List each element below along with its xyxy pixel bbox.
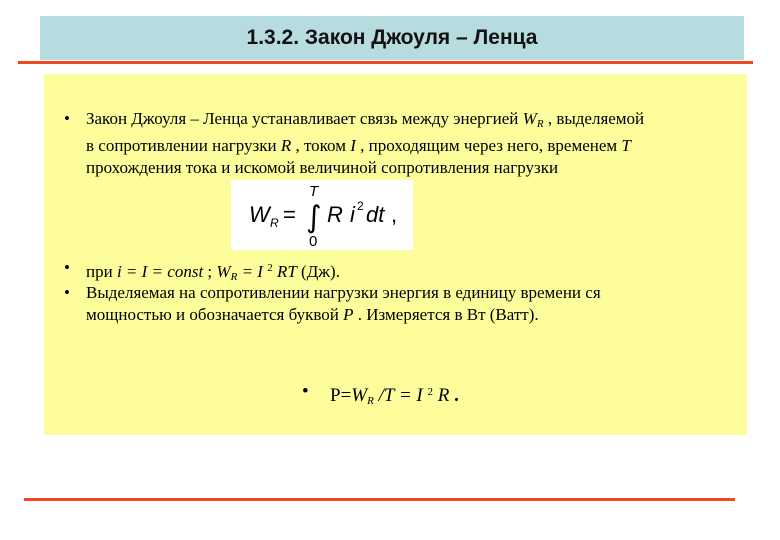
text-run: R [433, 385, 450, 406]
top-accent-rule [18, 61, 753, 64]
bullet-line: прохождения тока и искомой величиной сопротивления нагрузки [86, 158, 559, 177]
text-run: = I [237, 262, 268, 281]
var-w: W [522, 109, 537, 128]
bullet-text [330, 380, 459, 413]
text-run: . [449, 385, 459, 406]
condition: i = I = const [116, 262, 204, 281]
bullet-mark: • [302, 381, 309, 402]
bullet-line [330, 380, 459, 413]
subscript-r: R [230, 271, 238, 283]
text-run: при [86, 262, 117, 281]
text-run: . Измеряется в Вт (Ватт). [353, 305, 539, 324]
formula-lhs-sub: R [270, 216, 279, 230]
integral-sign: ∫ [306, 200, 322, 235]
formula-lhs: W [249, 202, 270, 227]
slide-title: 1.3.2. Закон Джоуля – Ленца [246, 26, 538, 49]
bullet-mark: • [64, 109, 70, 128]
text-run: ; [203, 262, 217, 281]
bottom-accent-rule [24, 498, 735, 501]
formula-comma: , [391, 202, 398, 227]
text-run: Закон Джоуля – Ленца устанавливает связь между энергией [86, 109, 523, 128]
text-run: в сопротивлении нагрузки [86, 136, 281, 155]
formula-r: R [327, 202, 343, 227]
bullet-line [86, 108, 644, 135]
formula-svg [231, 180, 413, 250]
var-w: W [216, 262, 231, 281]
text-run: , выделяемой [543, 109, 645, 128]
var-i: I [350, 136, 356, 155]
bullet-text [86, 282, 601, 326]
var-t: T [621, 136, 631, 155]
bullet-line [86, 304, 601, 326]
formula-upper-limit: T [309, 183, 319, 200]
bullet-line: Выделяемая на сопротивлении нагрузки энергия в единицу времени ся [86, 283, 601, 302]
subscript-r: R [536, 118, 544, 130]
var-r: R [280, 136, 292, 155]
text-run: P= [330, 385, 352, 406]
formula-i: i [350, 202, 355, 227]
integral-formula [231, 180, 413, 250]
text-run: /T = I [373, 385, 428, 406]
text-run: RT [272, 262, 297, 281]
formula-equals: = [283, 202, 296, 227]
bullet-text [86, 108, 644, 179]
var-p: P [343, 305, 354, 324]
bullet-line [86, 135, 644, 157]
bullet-mark: • [64, 283, 70, 302]
var-w: W [351, 385, 368, 406]
superscript: 2 [427, 386, 434, 398]
formula-lower-limit: 0 [309, 233, 318, 250]
superscript: 2 [267, 262, 273, 274]
title-band [40, 16, 744, 60]
subscript-r: R [367, 395, 374, 407]
text-run: мощностью и обозначается буквой [86, 305, 344, 324]
formula-sup: 2 [357, 199, 364, 213]
formula-dt: dt [366, 202, 385, 227]
unit: (Дж). [296, 262, 340, 281]
text-run: , током [291, 136, 351, 155]
text-run: , проходящим через него, временем [355, 136, 622, 155]
bullet-mark: • [64, 258, 70, 277]
content-box [44, 74, 747, 435]
